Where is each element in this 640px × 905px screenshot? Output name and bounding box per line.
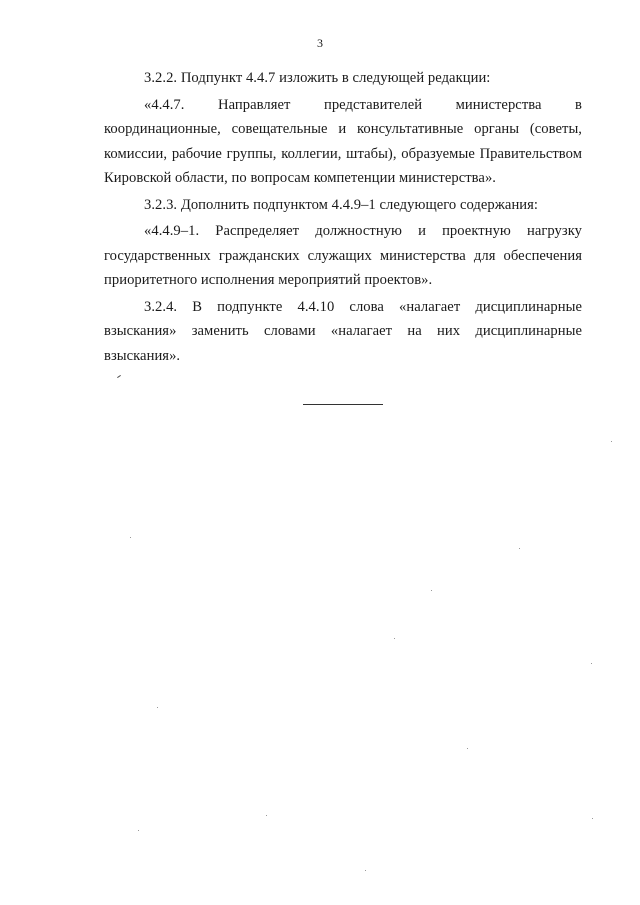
paragraph-3-2-4: 3.2.4. В подпункте 4.4.10 слова «налагает дисциплинарные взыскания» заменить словами «налагает на них дисциплинарные взыскания». <box>104 298 582 364</box>
scan-speck <box>130 537 131 538</box>
scan-speck <box>467 748 468 749</box>
scan-speck <box>519 548 520 549</box>
paragraph-4-4-7: «4.4.7. Направляет представителей министерства в координационные, совещательные и консультативные органы (советы, комиссии, рабочие группы, коллегии, штабы), образуемые Правительством Кировской области, по вопросам компетенции министерства». <box>104 96 582 186</box>
paragraph-4-4-9-1: «4.4.9–1. Распределяет должностную и проектную нагрузку государственных гражданских служащих министерства для обеспечения приоритетного исполнения мероприятий проектов». <box>104 223 582 288</box>
page-number: 3 <box>317 36 323 50</box>
paragraph-3-2-2: 3.2.2. Подпункт 4.4.7 изложить в следующей редакции: <box>144 70 491 86</box>
scan-speck <box>157 707 158 708</box>
scan-speck <box>591 663 592 664</box>
document-body <box>104 66 582 370</box>
scan-speck <box>138 830 139 831</box>
paragraph-3-2-3: 3.2.3. Дополнить подпунктом 4.4.9–1 следующего содержания: <box>144 196 539 213</box>
scan-speck <box>365 870 366 871</box>
scan-speck <box>266 815 267 816</box>
scan-mark <box>117 375 121 378</box>
end-separator-line <box>303 404 383 405</box>
scan-speck <box>394 638 395 639</box>
scan-speck <box>592 818 593 819</box>
scan-speck <box>611 441 612 442</box>
scan-speck <box>431 590 432 591</box>
